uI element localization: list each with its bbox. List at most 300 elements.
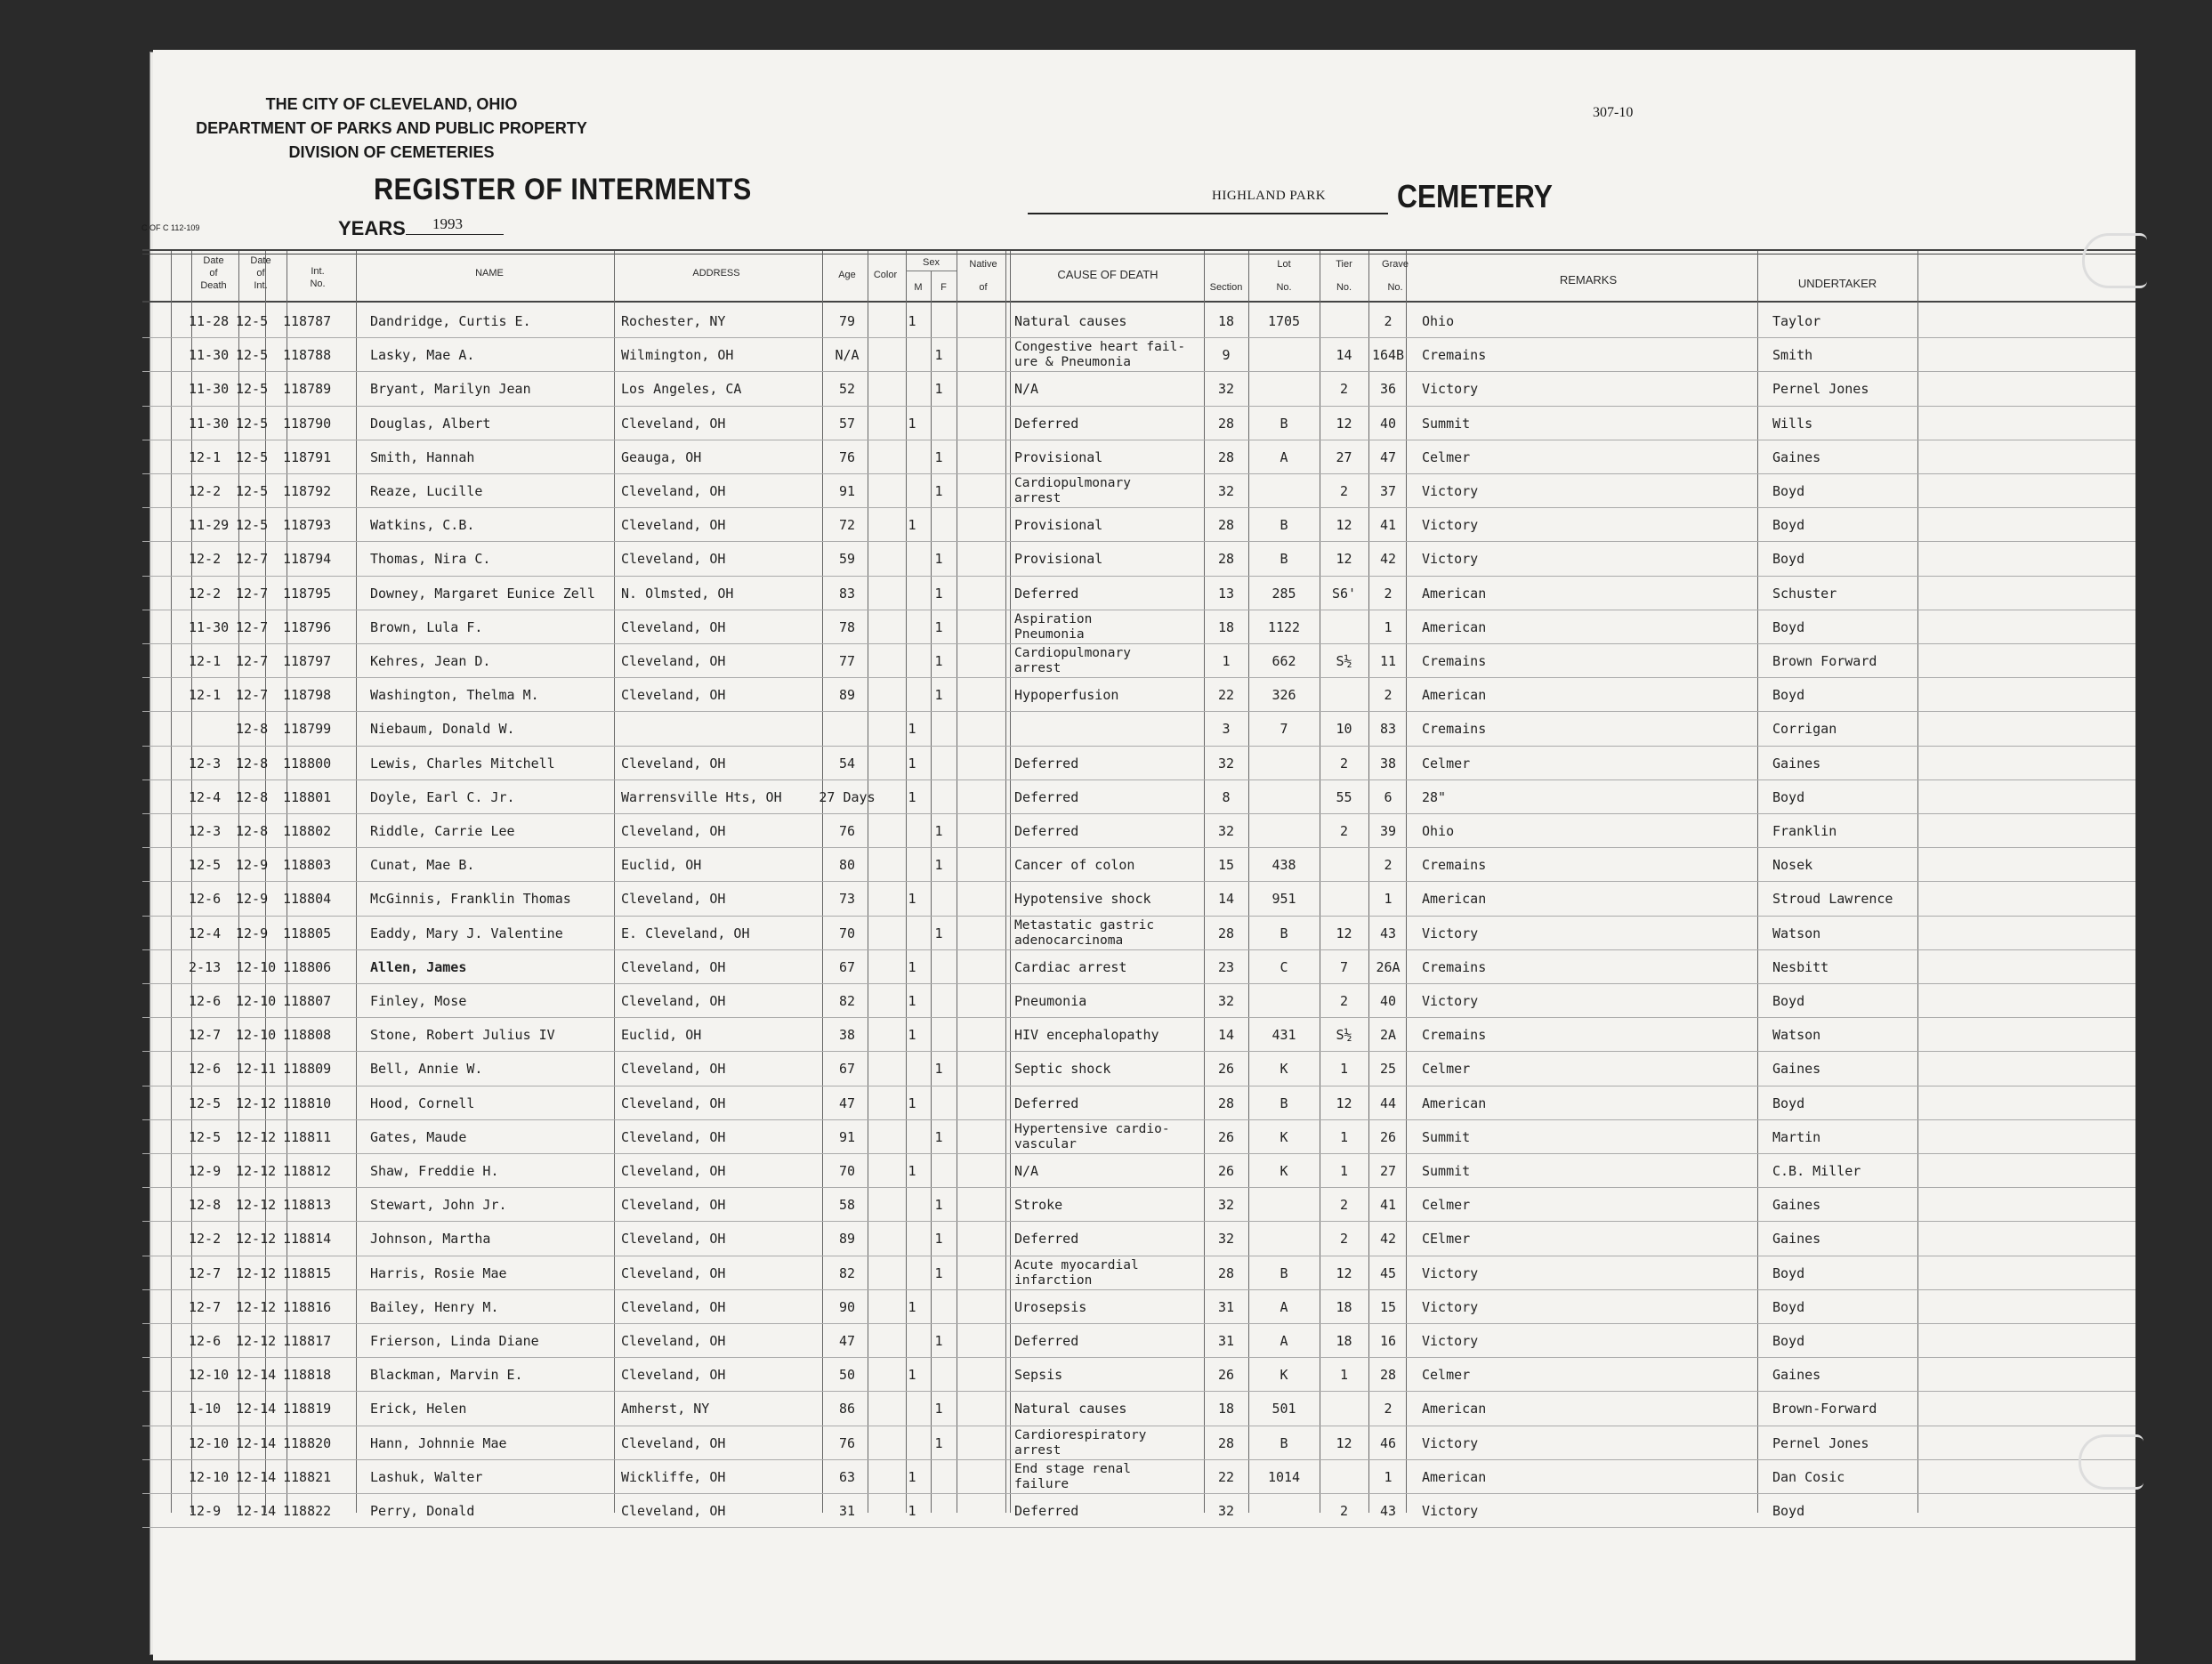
sex-male-mark: 1 (908, 517, 916, 534)
undertaker: Boyd (1772, 551, 1805, 568)
grave-number: 2 (1384, 857, 1393, 874)
grave-number: 1 (1384, 618, 1393, 635)
address: Cleveland, OH (621, 1333, 726, 1349)
header-cause-of-death: CAUSE OF DEATH (1057, 268, 1158, 281)
table-row (0, 610, 2212, 644)
undertaker: Boyd (1772, 687, 1805, 704)
table-row (0, 644, 2212, 678)
section: 28 (1217, 415, 1235, 432)
sex-male-mark: 1 (908, 415, 916, 432)
remarks: Summit (1422, 1163, 1471, 1179)
undertaker: Corrigan (1772, 721, 1837, 738)
lot-number: 501 (1271, 1401, 1296, 1418)
tier-number: 18 (1336, 1298, 1352, 1315)
grave-number: 26A (1376, 958, 1401, 975)
table-row (0, 780, 2212, 814)
undertaker: Nosek (1772, 857, 1813, 874)
lot-number: B (1280, 925, 1288, 941)
address: Cleveland, OH (621, 993, 726, 1009)
cause-of-death: N/A (1014, 1163, 1039, 1179)
sex-female-mark: 1 (934, 1434, 943, 1451)
undertaker: Gaines (1772, 755, 1821, 771)
grave-number: 47 (1379, 448, 1397, 465)
date-of-death: 12-8 (189, 1197, 222, 1214)
decedent-name: Blackman, Marvin E. (370, 1367, 523, 1384)
interment-number: 118805 (283, 925, 332, 941)
table-row (0, 542, 2212, 576)
sex-female-mark: 1 (934, 823, 943, 839)
grave-number: 38 (1379, 755, 1397, 771)
interment-number: 118809 (283, 1061, 332, 1078)
section: 32 (1217, 483, 1235, 499)
table-row (0, 1358, 2212, 1392)
tier-number (1320, 1392, 1368, 1426)
grave-number: 39 (1379, 823, 1397, 839)
lot-number: K (1280, 1367, 1288, 1384)
interment-number: 118803 (283, 857, 332, 874)
decedent-name: Finley, Mose (370, 993, 467, 1009)
lot-number (1248, 747, 1320, 780)
section: 28 (1217, 551, 1235, 568)
tier-number: 12 (1336, 415, 1352, 432)
age: 82 (838, 1264, 856, 1281)
sex-male-mark (899, 474, 925, 508)
address: Cleveland, OH (621, 1163, 726, 1179)
age: 70 (838, 1163, 856, 1179)
remarks: American (1422, 1401, 1487, 1418)
grave-number: 27 (1379, 1163, 1397, 1179)
interment-number: 118801 (283, 788, 332, 805)
decedent-name: Washington, Thelma M. (370, 687, 539, 704)
date-of-death: 12-5 (189, 1128, 222, 1145)
remarks: American (1422, 1095, 1487, 1111)
grave-number: 11 (1379, 653, 1397, 669)
interment-number: 118816 (283, 1298, 332, 1315)
years-value: 1993 (432, 215, 463, 232)
interment-number: 118810 (283, 1095, 332, 1111)
age: 79 (838, 313, 856, 329)
binder-clip-top (2082, 233, 2147, 288)
tier-number (1320, 610, 1368, 644)
address: Euclid, OH (621, 1027, 702, 1044)
decedent-name: Gates, Maude (370, 1128, 467, 1145)
age: 38 (838, 1027, 856, 1044)
grave-number: 43 (1379, 925, 1397, 941)
interment-number: 118820 (283, 1434, 332, 1451)
address: Cleveland, OH (621, 1264, 726, 1281)
date-of-death: 12-1 (189, 448, 222, 465)
table-row (0, 917, 2212, 950)
date-of-death: 11-28 (189, 313, 230, 329)
sex-female-mark: 1 (934, 347, 943, 364)
date-of-interment: 12-8 (236, 755, 269, 771)
age: 31 (838, 1503, 856, 1519)
decedent-name: Erick, Helen (370, 1401, 467, 1418)
section: 22 (1217, 687, 1235, 704)
decedent-name: Niebaum, Donald W. (370, 721, 515, 738)
remarks: Cremains (1422, 653, 1487, 669)
grave-number: 42 (1379, 1231, 1397, 1248)
grave-number: 164B (1371, 347, 1405, 364)
date-of-death: 12-4 (189, 788, 222, 805)
agency-line-department: DEPARTMENT OF PARKS AND PUBLIC PROPERTY (196, 119, 587, 137)
remarks: Victory (1422, 517, 1479, 534)
cemetery-underline (1028, 213, 1388, 214)
address: E. Cleveland, OH (621, 925, 750, 941)
form-code: C OF C 112-109 (141, 223, 200, 232)
section: 14 (1217, 1027, 1235, 1044)
grave-number: 45 (1379, 1264, 1397, 1281)
interment-number: 118817 (283, 1333, 332, 1349)
decedent-name: Hann, Johnnie Mae (370, 1434, 507, 1451)
table-row (0, 1324, 2212, 1358)
interment-number: 118794 (283, 551, 332, 568)
header-section: Section (1209, 282, 1243, 293)
tier-number: 1 (1339, 1367, 1349, 1384)
lot-number (1248, 1222, 1320, 1256)
grave-number: 15 (1379, 1298, 1397, 1315)
table-row (0, 678, 2212, 712)
sex-male-mark: 1 (908, 788, 916, 805)
interment-number: 118821 (283, 1468, 332, 1485)
interment-number: 118799 (283, 721, 332, 738)
tier-number: 2 (1339, 1197, 1349, 1214)
date-of-death: 1-10 (189, 1401, 222, 1418)
section: 26 (1217, 1061, 1235, 1078)
date-of-interment: 12-5 (236, 483, 269, 499)
address: Cleveland, OH (621, 517, 726, 534)
lot-number (1248, 372, 1320, 406)
table-row (0, 882, 2212, 916)
date-of-interment: 12-10 (236, 958, 277, 975)
cemetery-label: CEMETERY (1397, 178, 1553, 214)
header-address: ADDRESS (692, 268, 740, 279)
cause-of-death: Hypertensive cardio- vascular (1014, 1121, 1170, 1151)
interment-number: 118811 (283, 1128, 332, 1145)
section: 26 (1217, 1367, 1235, 1384)
lot-number (1248, 780, 1320, 814)
cause-of-death: End stage renal failure (1014, 1461, 1131, 1491)
address: Cleveland, OH (621, 1434, 726, 1451)
interment-number: 118818 (283, 1367, 332, 1384)
address: Cleveland, OH (621, 1231, 726, 1248)
lot-number: 1014 (1267, 1468, 1301, 1485)
tier-number: 7 (1339, 958, 1349, 975)
address: Cleveland, OH (621, 415, 726, 432)
sex-female-mark (925, 1460, 952, 1494)
remarks: Victory (1422, 483, 1479, 499)
sex-male-mark: 1 (908, 993, 916, 1009)
sex-male-mark (899, 814, 925, 848)
table-row (0, 1018, 2212, 1052)
sex-male-mark (899, 542, 925, 576)
age: 47 (838, 1095, 856, 1111)
undertaker: Franklin (1772, 823, 1837, 839)
remarks: Ohio (1422, 313, 1455, 329)
date-of-death: 12-6 (189, 891, 222, 908)
grave-number: 42 (1379, 551, 1397, 568)
age: 73 (838, 891, 856, 908)
address: Cleveland, OH (621, 653, 726, 669)
interment-number: 118804 (283, 891, 332, 908)
remarks: Ohio (1422, 823, 1455, 839)
cause-of-death: Deferred (1014, 788, 1079, 805)
table-row (0, 950, 2212, 984)
undertaker: Gaines (1772, 448, 1821, 465)
lot-number: A (1280, 1333, 1288, 1349)
sex-male-mark: 1 (908, 1367, 916, 1384)
date-of-death: 12-6 (189, 1333, 222, 1349)
grave-number: 16 (1379, 1333, 1397, 1349)
agency-line-city: THE CITY OF CLEVELAND, OHIO (265, 95, 518, 113)
address: Cleveland, OH (621, 1298, 726, 1315)
interment-number: 118790 (283, 415, 332, 432)
grave-number: 2 (1384, 1401, 1393, 1418)
sex-female-mark: 1 (934, 653, 943, 669)
remarks: Victory (1422, 1434, 1479, 1451)
sex-male-mark (899, 644, 925, 678)
address: Cleveland, OH (621, 1128, 726, 1145)
table-row (0, 577, 2212, 610)
undertaker: Smith (1772, 347, 1813, 364)
remarks: Victory (1422, 925, 1479, 941)
undertaker: Pernel Jones (1772, 381, 1869, 398)
sex-male-mark (899, 1392, 925, 1426)
interment-number: 118813 (283, 1197, 332, 1214)
lot-number: 7 (1280, 721, 1288, 738)
grave-number: 1 (1384, 1468, 1393, 1485)
tier-number: 18 (1336, 1333, 1352, 1349)
lot-number: 431 (1271, 1027, 1296, 1044)
decedent-name: Stone, Robert Julius IV (370, 1027, 555, 1044)
section: 32 (1217, 755, 1235, 771)
sex-male-mark (899, 917, 925, 950)
remarks: Victory (1422, 551, 1479, 568)
decedent-name: Lasky, Mae A. (370, 347, 475, 364)
address (621, 712, 824, 746)
undertaker: Gaines (1772, 1197, 1821, 1214)
header-date-of-int: Date of Int. (250, 255, 271, 291)
date-of-interment: 12-12 (236, 1298, 277, 1315)
tier-number: 12 (1336, 551, 1352, 568)
age: 58 (838, 1197, 856, 1214)
interment-number: 118814 (283, 1231, 332, 1248)
undertaker: Brown-Forward (1772, 1401, 1877, 1418)
remarks: Cremains (1422, 958, 1487, 975)
remarks: Victory (1422, 993, 1479, 1009)
decedent-name: Brown, Lula F. (370, 618, 483, 635)
cause-of-death: Cardiopulmonary arrest (1014, 476, 1131, 505)
address: Cleveland, OH (621, 1197, 726, 1214)
date-of-interment: 12-14 (236, 1503, 277, 1519)
cause-of-death: Cardiorespiratory arrest (1014, 1427, 1147, 1458)
sex-female-mark: 1 (934, 1231, 943, 1248)
sex-female-mark: 1 (934, 1401, 943, 1418)
interment-number: 118792 (283, 483, 332, 499)
address: Cleveland, OH (621, 823, 726, 839)
lot-number: 662 (1271, 653, 1296, 669)
lot-number (1248, 814, 1320, 848)
cause-of-death: Aspiration Pneumonia (1014, 611, 1093, 642)
interment-number: 118806 (283, 958, 332, 975)
age: N/A (835, 347, 860, 364)
table-row (0, 1154, 2212, 1188)
interment-number: 118787 (283, 313, 332, 329)
table-row (0, 984, 2212, 1018)
sex-male-mark: 1 (908, 1163, 916, 1179)
sex-female-mark (925, 984, 952, 1018)
cause-of-death: Deferred (1014, 415, 1079, 432)
date-of-interment: 12-5 (236, 347, 269, 364)
lot-number: 1122 (1267, 618, 1301, 635)
cause-of-death: Deferred (1014, 755, 1079, 771)
age: 47 (838, 1333, 856, 1349)
date-of-death: 12-10 (189, 1434, 230, 1451)
undertaker: Boyd (1772, 1264, 1805, 1281)
grave-number: 6 (1384, 788, 1393, 805)
date-of-death: 12-7 (189, 1264, 222, 1281)
section: 26 (1217, 1128, 1235, 1145)
remarks: American (1422, 891, 1487, 908)
undertaker: Boyd (1772, 618, 1805, 635)
section: 15 (1217, 857, 1235, 874)
section: 28 (1217, 1095, 1235, 1111)
decedent-name: Hood, Cornell (370, 1095, 475, 1111)
decedent-name: Perry, Donald (370, 1503, 475, 1519)
date-of-death: 11-29 (189, 517, 230, 534)
interment-number: 118789 (283, 381, 332, 398)
sex-female-mark: 1 (934, 687, 943, 704)
lot-number (1248, 474, 1320, 508)
remarks: Celmer (1422, 1367, 1471, 1384)
section: 28 (1217, 1264, 1235, 1281)
sex-female-mark: 1 (934, 1264, 943, 1281)
date-of-interment: 12-5 (236, 448, 269, 465)
decedent-name: Doyle, Earl C. Jr. (370, 788, 515, 805)
date-of-death (189, 712, 238, 746)
sex-male-mark: 1 (908, 891, 916, 908)
lot-number: K (1280, 1163, 1288, 1179)
header-bottom-border (142, 301, 2135, 303)
remarks: CElmer (1422, 1231, 1471, 1248)
tier-number: S½ (1336, 653, 1352, 669)
lot-number: B (1280, 415, 1288, 432)
address: Rochester, NY (621, 313, 726, 329)
date-of-death: 11-30 (189, 381, 230, 398)
section: 14 (1217, 891, 1235, 908)
header-sex-f: F (941, 282, 947, 293)
age: 27 Days (819, 788, 876, 805)
date-of-interment: 12-12 (236, 1333, 277, 1349)
date-of-interment: 12-12 (236, 1095, 277, 1111)
date-of-interment: 12-8 (236, 788, 269, 805)
lot-number: A (1280, 448, 1288, 465)
lot-number: C (1280, 958, 1288, 975)
lot-number (1248, 1188, 1320, 1222)
address: Los Angeles, CA (621, 381, 742, 398)
decedent-name: Riddle, Carrie Lee (370, 823, 515, 839)
undertaker: Brown Forward (1772, 653, 1877, 669)
age: 72 (838, 517, 856, 534)
date-of-interment: 12-12 (236, 1231, 277, 1248)
section: 31 (1217, 1298, 1235, 1315)
sex-female-mark (925, 1086, 952, 1120)
age: 90 (838, 1298, 856, 1315)
lot-number: B (1280, 551, 1288, 568)
table-row (0, 1494, 2212, 1528)
table-row (0, 1460, 2212, 1494)
section: 1 (1222, 653, 1231, 669)
date-of-death: 12-5 (189, 1095, 222, 1111)
address: Geauga, OH (621, 448, 702, 465)
table-row (0, 1392, 2212, 1426)
table-row (0, 338, 2212, 372)
interment-number: 118808 (283, 1027, 332, 1044)
undertaker: Taylor (1772, 313, 1821, 329)
cause-of-death: Metastatic gastric adenocarcinoma (1014, 917, 1155, 948)
remarks: 28" (1422, 788, 1447, 805)
lot-number: K (1280, 1061, 1288, 1078)
grave-number: 43 (1379, 1503, 1397, 1519)
undertaker: Nesbitt (1772, 958, 1829, 975)
decedent-name: Bryant, Marilyn Jean (370, 381, 531, 398)
cause-of-death (1014, 712, 1203, 746)
date-of-interment: 12-7 (236, 618, 269, 635)
remarks: Victory (1422, 381, 1479, 398)
address: Cleveland, OH (621, 483, 726, 499)
date-of-interment: 12-12 (236, 1128, 277, 1145)
date-of-interment: 12-14 (236, 1401, 277, 1418)
undertaker: Boyd (1772, 483, 1805, 499)
section: 18 (1217, 618, 1235, 635)
cause-of-death: Urosepsis (1014, 1298, 1087, 1315)
remarks: Celmer (1422, 1061, 1471, 1078)
grave-number: 2A (1379, 1027, 1397, 1044)
table-row (0, 407, 2212, 440)
lot-number: 1705 (1267, 313, 1301, 329)
tier-number (1320, 304, 1368, 338)
date-of-death: 12-6 (189, 1061, 222, 1078)
header-sex: Sex (923, 257, 940, 268)
undertaker: Martin (1772, 1128, 1821, 1145)
cause-of-death: Deferred (1014, 1503, 1079, 1519)
sex-male-mark (899, 1222, 925, 1256)
interment-number: 118796 (283, 618, 332, 635)
table-row (0, 304, 2212, 338)
table-row (0, 1188, 2212, 1222)
sex-female-mark (925, 1018, 952, 1052)
header-sex-m: M (914, 282, 923, 293)
undertaker: Boyd (1772, 1333, 1805, 1349)
date-of-death: 12-9 (189, 1163, 222, 1179)
header-undertaker: UNDERTAKER (1797, 277, 1877, 290)
section: 18 (1217, 313, 1235, 329)
date-of-interment: 12-8 (236, 721, 269, 738)
table-row (0, 1052, 2212, 1086)
date-of-death: 11-30 (189, 347, 230, 364)
date-of-death: 11-30 (189, 415, 230, 432)
undertaker: Watson (1772, 925, 1821, 941)
age: 57 (838, 415, 856, 432)
interment-number: 118807 (283, 993, 332, 1009)
remarks: Celmer (1422, 1197, 1471, 1214)
address: Cleveland, OH (621, 755, 726, 771)
tier-number (1320, 1460, 1368, 1494)
undertaker: Wills (1772, 415, 1813, 432)
date-of-death: 12-7 (189, 1298, 222, 1315)
date-of-interment: 12-5 (236, 517, 269, 534)
age: 80 (838, 857, 856, 874)
